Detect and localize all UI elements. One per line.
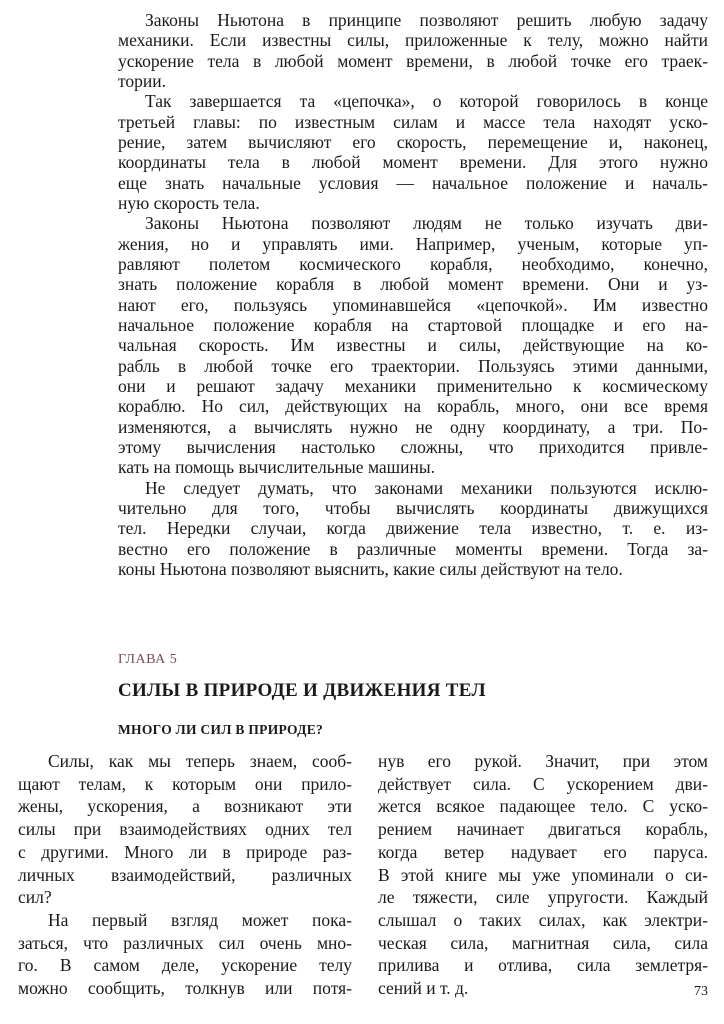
text-line: Законы Ньютона позволяют людям не только изучать дви- — [145, 213, 708, 234]
text-line: тел. Нередки случаи, когда движение тела известно, т. е. из- — [118, 518, 708, 539]
text-line: координаты тела в любой момент времени. Для этого нужно — [118, 152, 708, 173]
text-line: рабль в любой точке его траектории. Пользуясь этими данными, — [118, 355, 708, 376]
text-line: нают его, пользуясь упоминавшейся «цепочкой». Им известно — [118, 294, 708, 315]
chapter-label: ГЛАВА 5 — [118, 652, 178, 667]
text-line: они и решают задачу механики применительно к космическому — [118, 375, 708, 396]
text-line: когда ветер надувает его паруса. — [378, 841, 708, 862]
text-line: жется всякое падающее тело. С уско- — [378, 796, 708, 817]
text-line: коны Ньютона позволяют выяснить, какие силы действуют на тело. — [118, 558, 623, 579]
text-line: чальная скорость. Им известны и силы, действующие на ко- — [118, 335, 708, 356]
text-line: заться, что различных сил очень мно- — [18, 932, 352, 953]
text-line: личных взаимодействий, различных — [18, 864, 352, 885]
text-line: этому вычисления настолько сложны, что приходится привле- — [118, 436, 708, 457]
text-line: Не следует думать, что законами механики пользуются исклю- — [145, 477, 708, 498]
text-line: третьей главы: по известным силам и массе тела находят уско- — [118, 111, 708, 132]
text-line: кораблю. Но сил, действующих на корабль, много, они все время — [118, 396, 708, 417]
text-line: силы при взаимодействиях одних тел — [18, 819, 352, 840]
text-line: чительно для того, чтобы вычислять координаты движущихся — [118, 497, 708, 518]
body-text-top — [118, 10, 708, 579]
text-line: с другими. Много ли в природе раз- — [18, 841, 352, 862]
text-line: рением начинает двигаться корабль, — [378, 819, 708, 840]
left-column — [18, 750, 352, 1000]
text-line: равляют полетом космического корабля, необходимо, конечно, — [118, 253, 708, 274]
right-column — [378, 750, 708, 1000]
text-line: го. В самом деле, ускорение телу — [18, 955, 352, 976]
page-number: 73 — [694, 984, 708, 999]
text-line: начальное положение корабля на стартовой площадке и его на- — [118, 314, 708, 335]
text-line: Законы Ньютона в принципе позволяют решить любую задачу — [145, 10, 708, 30]
text-line: сил? — [18, 887, 52, 908]
text-line: можно сообщить, толкнув или потя- — [18, 978, 352, 999]
text-line: жены, ускорения, а возникают эти — [18, 796, 352, 817]
text-line: нув его рукой. Значит, при этом — [378, 751, 708, 771]
text-line: кать на помощь вычислительные машины. — [118, 457, 436, 478]
text-line: слышал о таких силах, как электри- — [378, 909, 708, 930]
text-line: еще знать начальные условия — начальное положение и началь- — [118, 172, 708, 193]
text-line: вестно его положение в различные моменты времени. Тогда за- — [118, 538, 708, 559]
text-line: тории. — [118, 70, 167, 91]
text-line: механики. Если известны силы, приложенные к телу, можно найти — [118, 30, 708, 51]
text-line: изменяются, а вычислять нужно не одну координату, а три. По- — [118, 416, 708, 437]
text-line: ускорение тела в любой момент времени, в любой точке его траек- — [118, 50, 708, 71]
text-line: ную скорость тела. — [118, 192, 260, 213]
text-line: В этой книге мы уже упоминали о си- — [378, 864, 708, 885]
text-line: щают телам, к которым они прило- — [18, 773, 352, 794]
text-line: знать положение корабля в любой момент времени. Они и уз- — [118, 274, 708, 295]
text-line: Силы, как мы теперь знаем, сооб- — [48, 751, 352, 771]
text-line: ле тяжести, силе упругости. Каждый — [378, 887, 708, 908]
text-line: Так завершается та «цепочка», о которой говорилось в конце — [145, 91, 708, 112]
text-line: На первый взгляд может пока- — [48, 909, 352, 930]
section-title: МНОГО ЛИ СИЛ В ПРИРОДЕ? — [118, 722, 324, 737]
text-line: ческая сила, магнитная сила, сила — [378, 932, 708, 953]
text-line: прилива и отлива, сила землетря- — [378, 955, 708, 976]
text-line: действует сила. С ускорением дви- — [378, 773, 708, 794]
text-line: рение, затем вычисляют его скорость, перемещение и, наконец, — [118, 131, 708, 152]
text-line: сений и т. д. — [378, 978, 469, 999]
chapter-title: СИЛЫ В ПРИРОДЕ И ДВИЖЕНИЯ ТЕЛ — [118, 680, 486, 701]
text-line: жения, но и управлять ими. Например, ученым, которые уп- — [118, 233, 708, 254]
